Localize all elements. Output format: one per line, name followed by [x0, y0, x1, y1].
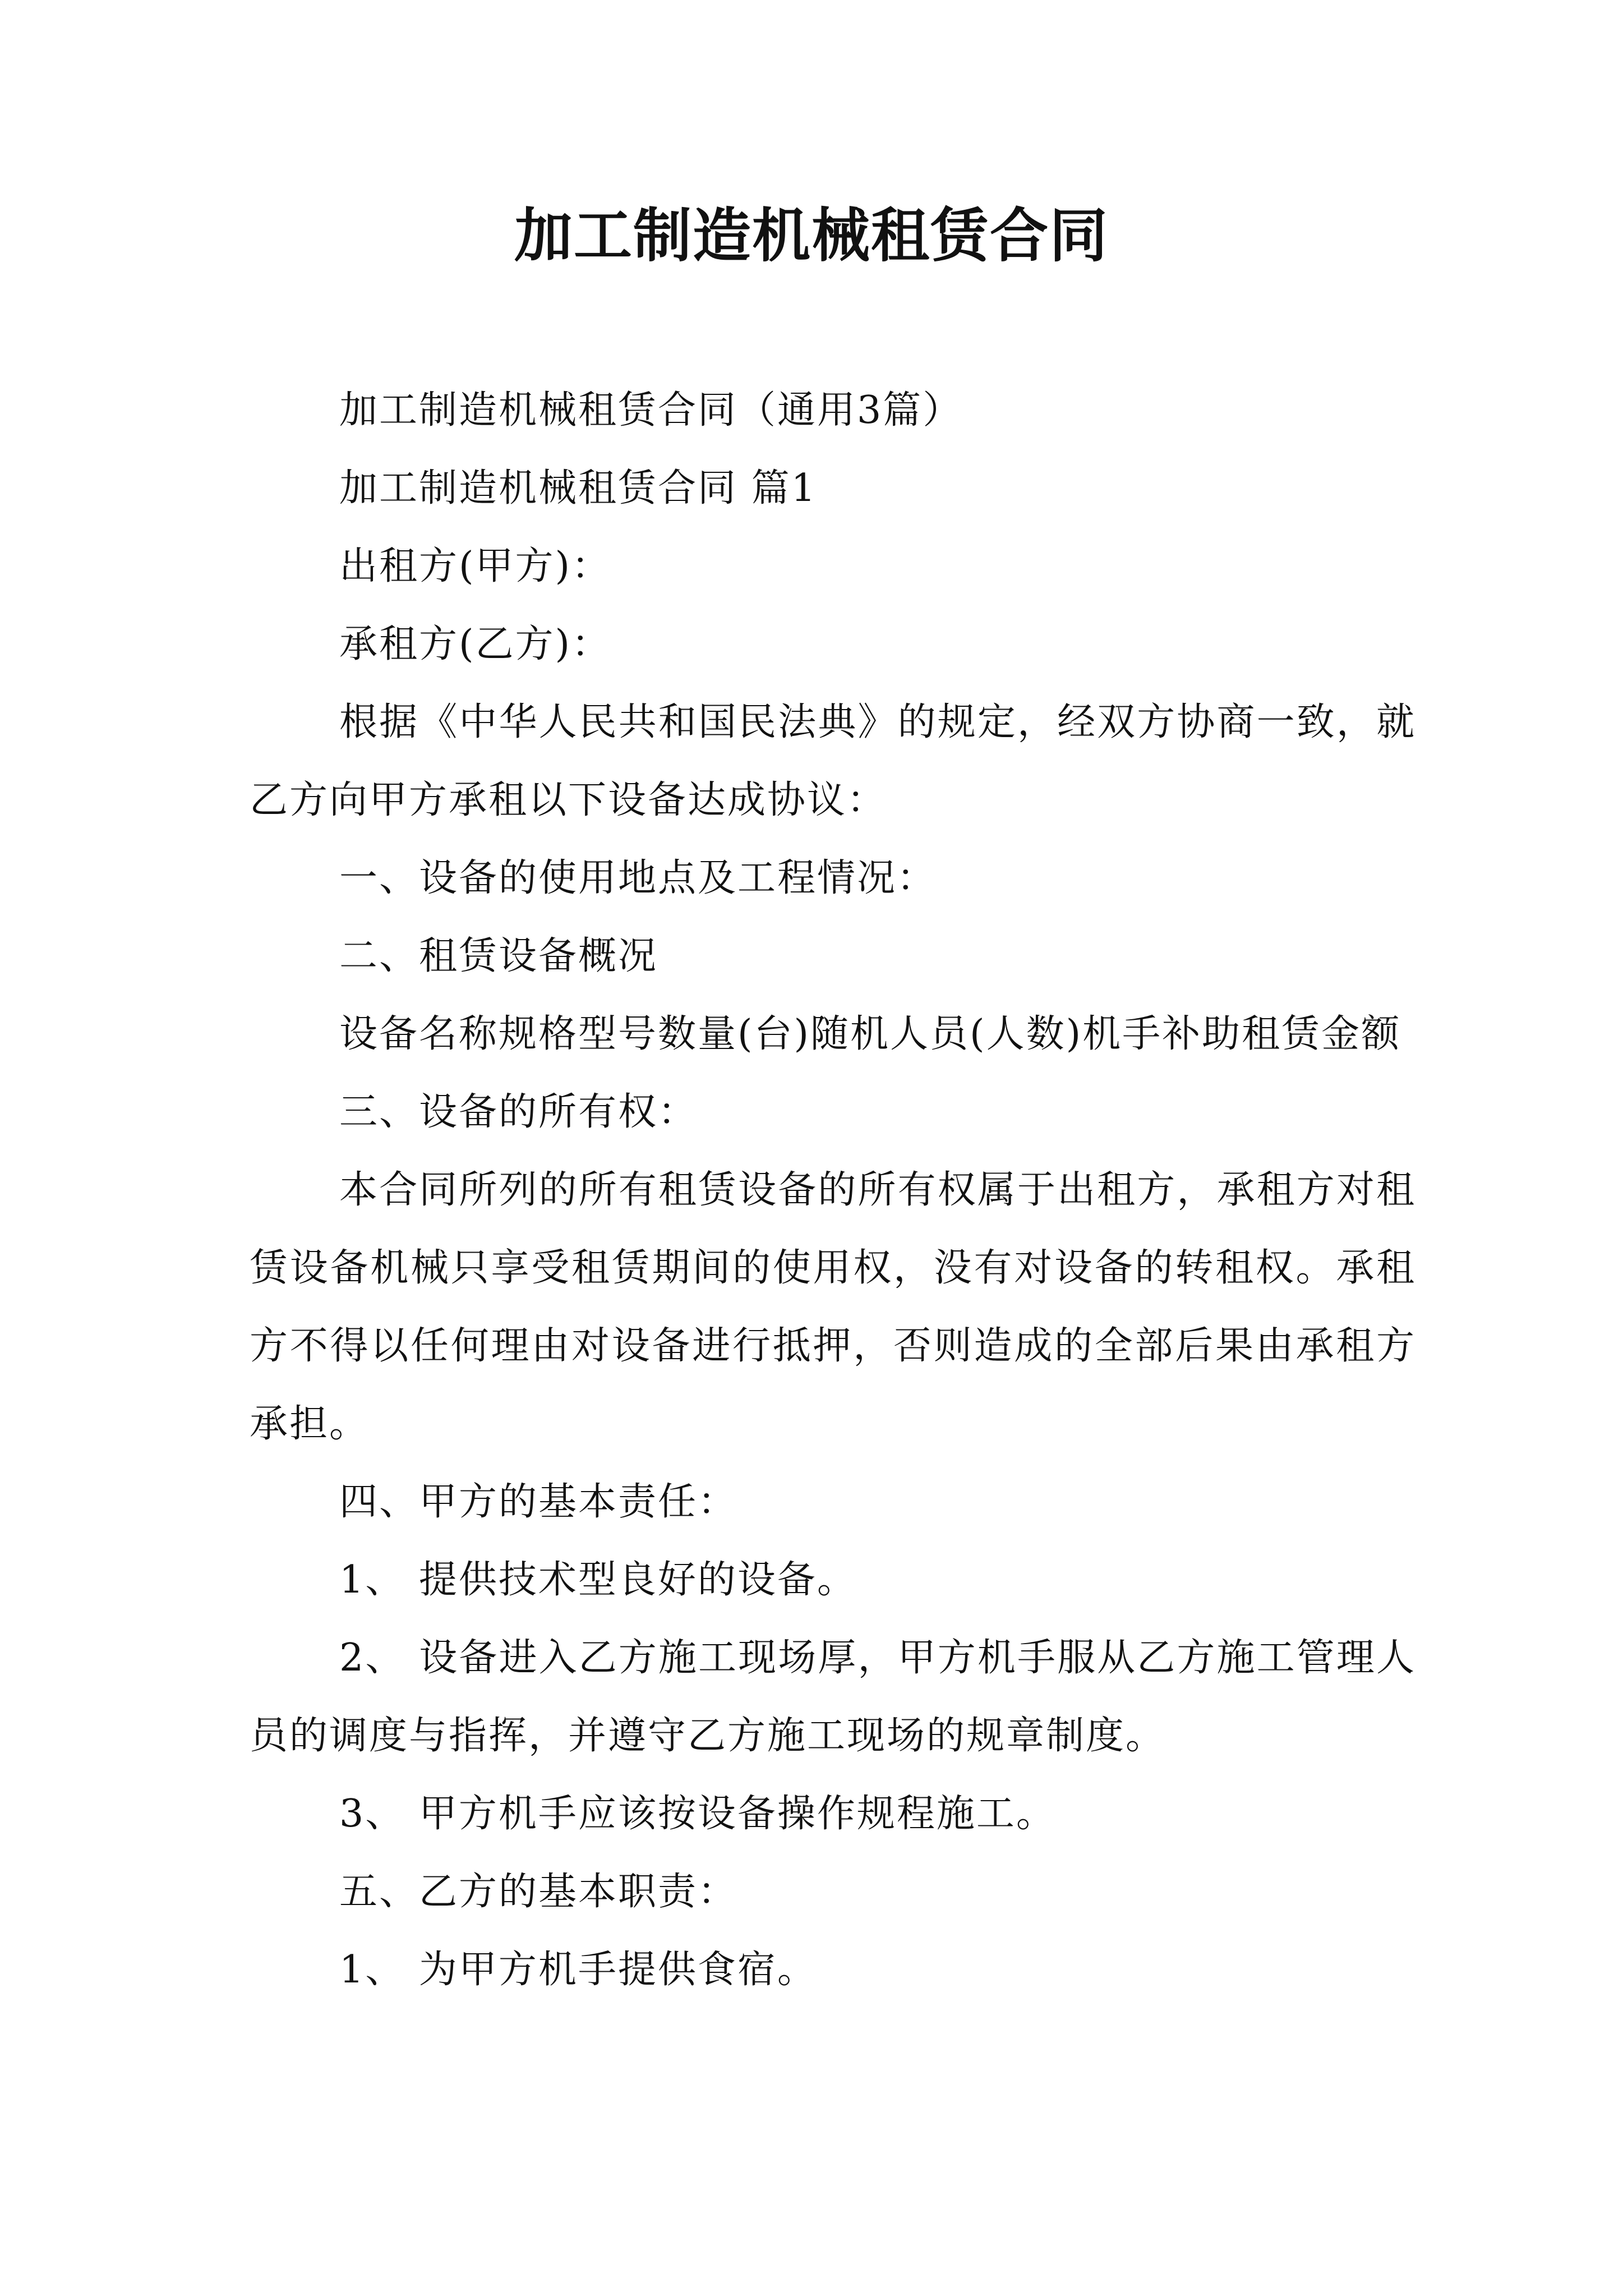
paragraph-party-a-duty-1: 1、 提供技术型良好的设备。 — [339, 1558, 857, 1602]
paragraph-clause-4: 四、甲方的基本责任： — [339, 1480, 738, 1524]
paragraph-party-a-duty-2: 2、 设备进入乙方施工现场厚，甲方机手服从乙方施工管理人员的调度与指挥，并遵守乙方施工现场的规章制度。 — [250, 1636, 1416, 1758]
document-body — [250, 371, 1416, 2009]
paragraph-subtitle: 加工制造机械租赁合同（通用3篇） — [339, 388, 963, 432]
document-title: 加工制造机械租赁合同 — [514, 201, 1109, 270]
paragraph-party-a-duty-3: 3、 甲方机手应该按设备操作规程施工。 — [339, 1792, 1056, 1836]
paragraph-lessee: 承租方(乙方)： — [339, 622, 612, 666]
paragraph-lessor: 出租方(甲方)： — [339, 544, 612, 588]
paragraph-ownership: 本合同所列的所有租赁设备的所有权属于出租方，承租方对租赁设备机械只享受租赁期间的使用权，没有对设备的转租权。承租方不得以任何理由对设备进行抵押，否则造成的全部后果由承租方承担。 — [250, 1168, 1416, 1446]
paragraph-section-heading: 加工制造机械租赁合同 篇1 — [339, 466, 817, 510]
paragraph-preamble: 根据《中华人民共和国民法典》的规定，经双方协商一致，就乙方向甲方承租以下设备达成协议： — [250, 700, 1416, 822]
paragraph-clause-2: 二、租赁设备概况 — [339, 934, 658, 978]
paragraph-party-b-duty-1: 1、 为甲方机手提供食宿。 — [339, 1948, 817, 1992]
paragraph-clause-1: 一、设备的使用地点及工程情况： — [339, 856, 937, 900]
paragraph-clause-3: 三、设备的所有权： — [339, 1090, 698, 1134]
paragraph-clause-5: 五、乙方的基本职责： — [339, 1870, 738, 1914]
paragraph-equipment-table: 设备名称规格型号数量(台)随机人员(人数)机手补助租赁金额 — [339, 1012, 1401, 1056]
